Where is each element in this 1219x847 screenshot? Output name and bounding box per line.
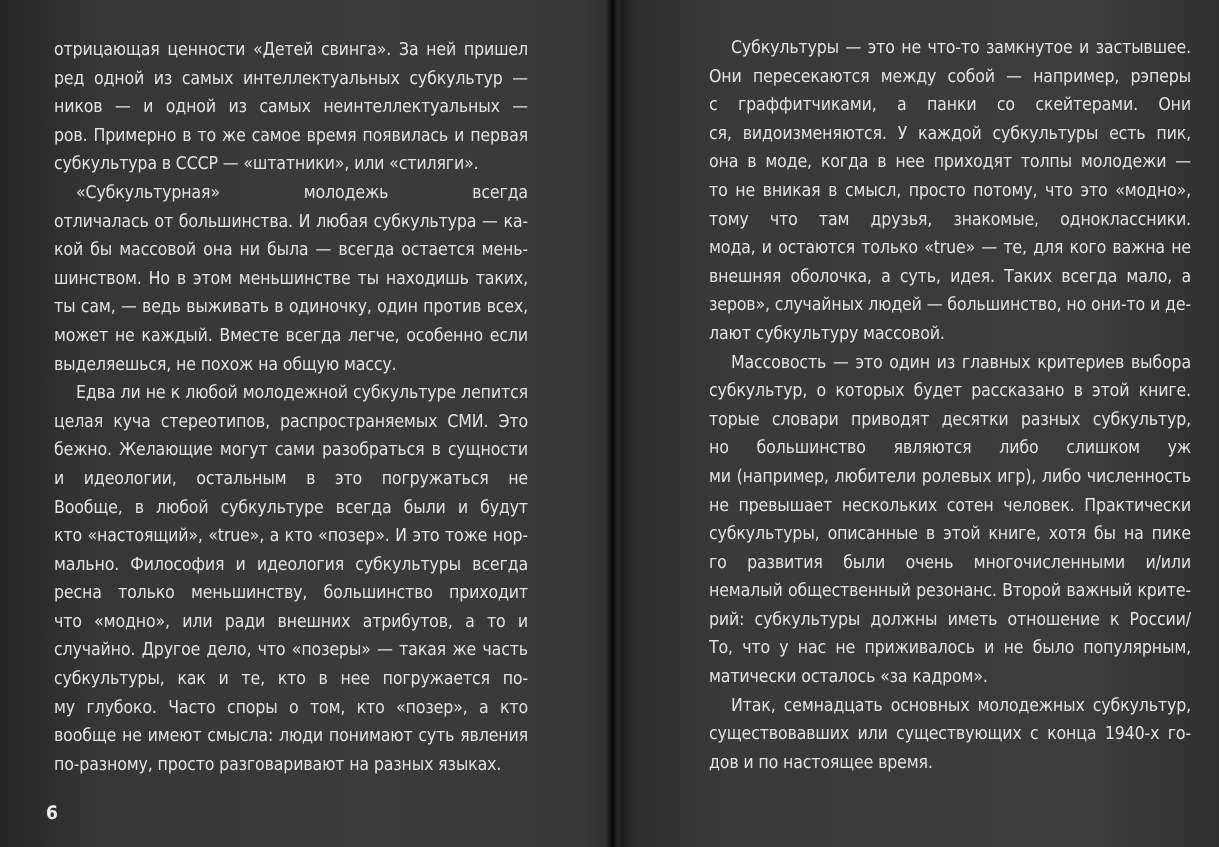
text-line: Вообще, в любой субкультуре всегда были и будут: [54, 497, 528, 518]
text-line: ресна только меньшинству, большинство приходит: [54, 583, 528, 604]
text-line: ми (например, любители ролевых игр), либо численность: [709, 466, 1191, 487]
text-line: выделяешься, не похож на общую массу.: [54, 354, 397, 375]
text-line: мода, и остаются только «true» — те, для кого важна не: [709, 238, 1191, 259]
left-page-text: [54, 36, 528, 779]
text-line: существовавших или существующих с конца 1940-х го-: [709, 724, 1191, 745]
right-page-text: [709, 34, 1191, 777]
text-line: она в моде, когда в нее приходят толпы молодежи —: [709, 152, 1191, 173]
text-line: не превышает нескольких сотен человек. Практически: [709, 495, 1191, 516]
text-line: лают субкультуру массовой.: [709, 323, 945, 344]
text-line: с граффитчиками, а панки со скейтерами. Они: [709, 95, 1191, 116]
text-line: рий: субкультуры должны иметь отношение к России/: [709, 609, 1191, 630]
text-line: зеров», случайных людей — большинство, но они-то и де-: [709, 295, 1191, 316]
text-line: То, что у нас не приживалось и не было популярным,: [709, 638, 1191, 659]
text-line: Массовость — это один из главных критериев выбора: [731, 352, 1191, 373]
text-line: ред одной из самых интеллектуальных субкультур —: [54, 68, 528, 89]
text-line: торые словари приводят десятки разных субкультур,: [709, 409, 1191, 430]
text-line: то не вникая в смысл, просто потому, что это «модно»,: [709, 180, 1191, 201]
text-line: отрицающая ценности «Детей свинга». За ней пришел: [54, 40, 528, 60]
text-line: Итак, семнадцать основных молодежных субкультур,: [731, 695, 1191, 716]
text-line: что «модно», или ради внешних атрибутов, а то и: [54, 611, 528, 632]
text-line: ся, видоизменяются. У каждой субкультуры есть пик,: [709, 123, 1191, 144]
text-line: шинством. Но в этом меньшинстве ты находишь таких,: [54, 268, 528, 289]
text-line: Субкультуры — это не что-то замкнутое и застывшее.: [731, 38, 1191, 58]
text-line: ты сам, — ведь выживать в одиночку, один против всех,: [54, 297, 528, 318]
text-line: вообще не имеют смысла: люди понимают суть явления: [54, 726, 528, 747]
right-page: [612, 0, 1219, 847]
text-line: случайно. Другое дело, что «позеры» — такая же часть: [54, 640, 528, 661]
text-line: кто «настоящий», «true», а кто «позер». И это тоже нор-: [54, 526, 528, 547]
text-line: ников — и одной из самых неинтеллектуальных —: [54, 97, 528, 118]
text-line: тому что там друзья, знакомые, одноклассники.: [709, 209, 1191, 230]
text-line: го развития были очень многочисленными и/или: [709, 552, 1191, 573]
text-line: субкультура в СССР — «штатники», или «стиляги».: [54, 154, 479, 175]
text-line: му глубоко. Часто споры о том, кто «позер», а кто: [54, 697, 528, 718]
text-line: по-разному, просто разговаривают на разных языках.: [54, 754, 502, 775]
text-line: «Субкультурная» молодежь всегда: [76, 182, 528, 203]
text-line: бежно. Желающие могут сами разобраться в сущности: [54, 440, 528, 461]
text-line: Они пересекаются между собой — например, рэперы: [709, 66, 1191, 87]
text-line: но большинство являются либо слишком уж: [709, 438, 1191, 459]
text-line: ров. Примерно в то же самое время появилась и первая: [54, 125, 528, 146]
text-line: целая куча стереотипов, распространяемых СМИ. Это: [54, 411, 528, 432]
text-line: субкультуры, как и те, кто в нее погружается по-: [54, 669, 528, 690]
page-number: 6: [46, 802, 58, 824]
text-line: субкультур, о которых будет рассказано в этой книге.: [709, 381, 1191, 402]
text-line: и идеологии, остальным в это погружаться не: [54, 468, 528, 489]
text-line: может не каждый. Вместе всегда легче, особенно если: [54, 325, 528, 346]
text-line: кой бы массовой она ни была — всегда остается мень-: [54, 240, 528, 261]
text-line: дов и по настоящее время.: [709, 752, 933, 773]
text-line: Едва ли не к любой молодежной субкультуре лепится: [76, 383, 528, 404]
text-line: немалый общественный резонанс. Второй важный крите-: [709, 581, 1191, 602]
text-line: отличалась от большинства. И любая субкультура — ка-: [54, 211, 528, 232]
text-line: мально. Философия и идеология субкультуры всегда: [54, 554, 528, 575]
text-line: внешняя оболочка, а суть, идея. Таких всегда мало, а: [709, 266, 1191, 287]
text-line: матически осталось «за кадром».: [709, 667, 988, 688]
text-line: субкультуры, описанные в этой книге, хотя бы на пике: [709, 524, 1191, 545]
left-page: [0, 0, 608, 847]
